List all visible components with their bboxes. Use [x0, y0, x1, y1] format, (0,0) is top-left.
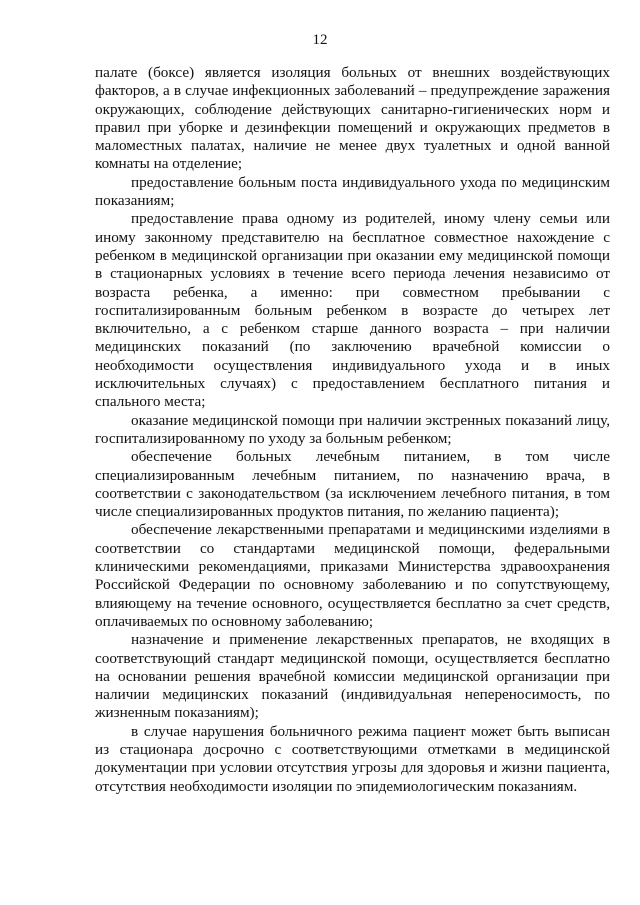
paragraph-early-discharge: в случае нарушения больничного режима пациент может быть выписан из стационара досрочно с соответствующими отметками в медицинской документации при условии отсутствия угрозы для здоровья и жизни пациента, отсутствия необходимости изоляции по эпидемиологическим показаниям.	[95, 722, 610, 795]
paragraph-isolation-continuation: палате (боксе) является изоляция больных от внешних воздействующих факторов, а в случае инфекционных заболеваний – предупреждение заражения окружающих, соблюдение действующих санитарно-гигиенических норм и правил при уборке и дезинфекции помещений и окружающих предметов в маломестных палатах, наличие не менее двух туалетных и одной ванной комнаты на отделение;	[95, 64, 610, 173]
paragraph-caregiver-emergency-care: оказание медицинской помощи при наличии экстренных показаний лицу, госпитализированному по уходу за больным ребенком;	[95, 411, 610, 447]
page-number: 12	[312, 32, 328, 48]
paragraph-non-standard-medicines: назначение и применение лекарственных препаратов, не входящих в соответствующий стандарт медицинской помощи, осуществляется бесплатно на основании решения врачебной комиссии медицинской организации при наличии медицинских показаний (индивидуальная непереносимость, по жизненным показаниям);	[95, 631, 610, 722]
paragraph-parent-stay-right: предоставление права одному из родителей, иному члену семьи или иному законному представителю на бесплатное совместное нахождение с ребенком в медицинской организации при оказании ему медицинской помощи в стационарных условиях в течение всего периода лечения независимо от возраста ребенка, а именно: при совместном пребывании с госпитализированным больным ребенком в возрасте до четырех лет включительно, а с ребенком старше данного возраста – при наличии медицинских показаний (по заключению врачебной комиссии о необходимости осуществления индивидуального ухода и в иных исключительных случаях) с предоставлением бесплатного питания и спального места;	[95, 210, 610, 411]
paragraph-medicines-supply: обеспечение лекарственными препаратами и медицинскими изделиями в соответствии со стандартами медицинской помощи, федеральными клиническими рекомендациями, приказами Министерства здравоохранения Российской Федерации по основному заболеванию и по сопутствующему, влияющему на течение основного, осуществляется бесплатно за счет средств, оплачиваемых по основному заболеванию;	[95, 521, 610, 630]
paragraph-therapeutic-nutrition: обеспечение больных лечебным питанием, в том числе специализированным лечебным питанием, по назначению врача, в соответствии с законодательством (за исключением лечебного питания, в том числе специализированных продуктов питания, по желанию пациента);	[95, 448, 610, 521]
document-body	[95, 64, 610, 796]
paragraph-individual-care-post: предоставление больным поста индивидуального ухода по медицинским показаниям;	[95, 173, 610, 210]
